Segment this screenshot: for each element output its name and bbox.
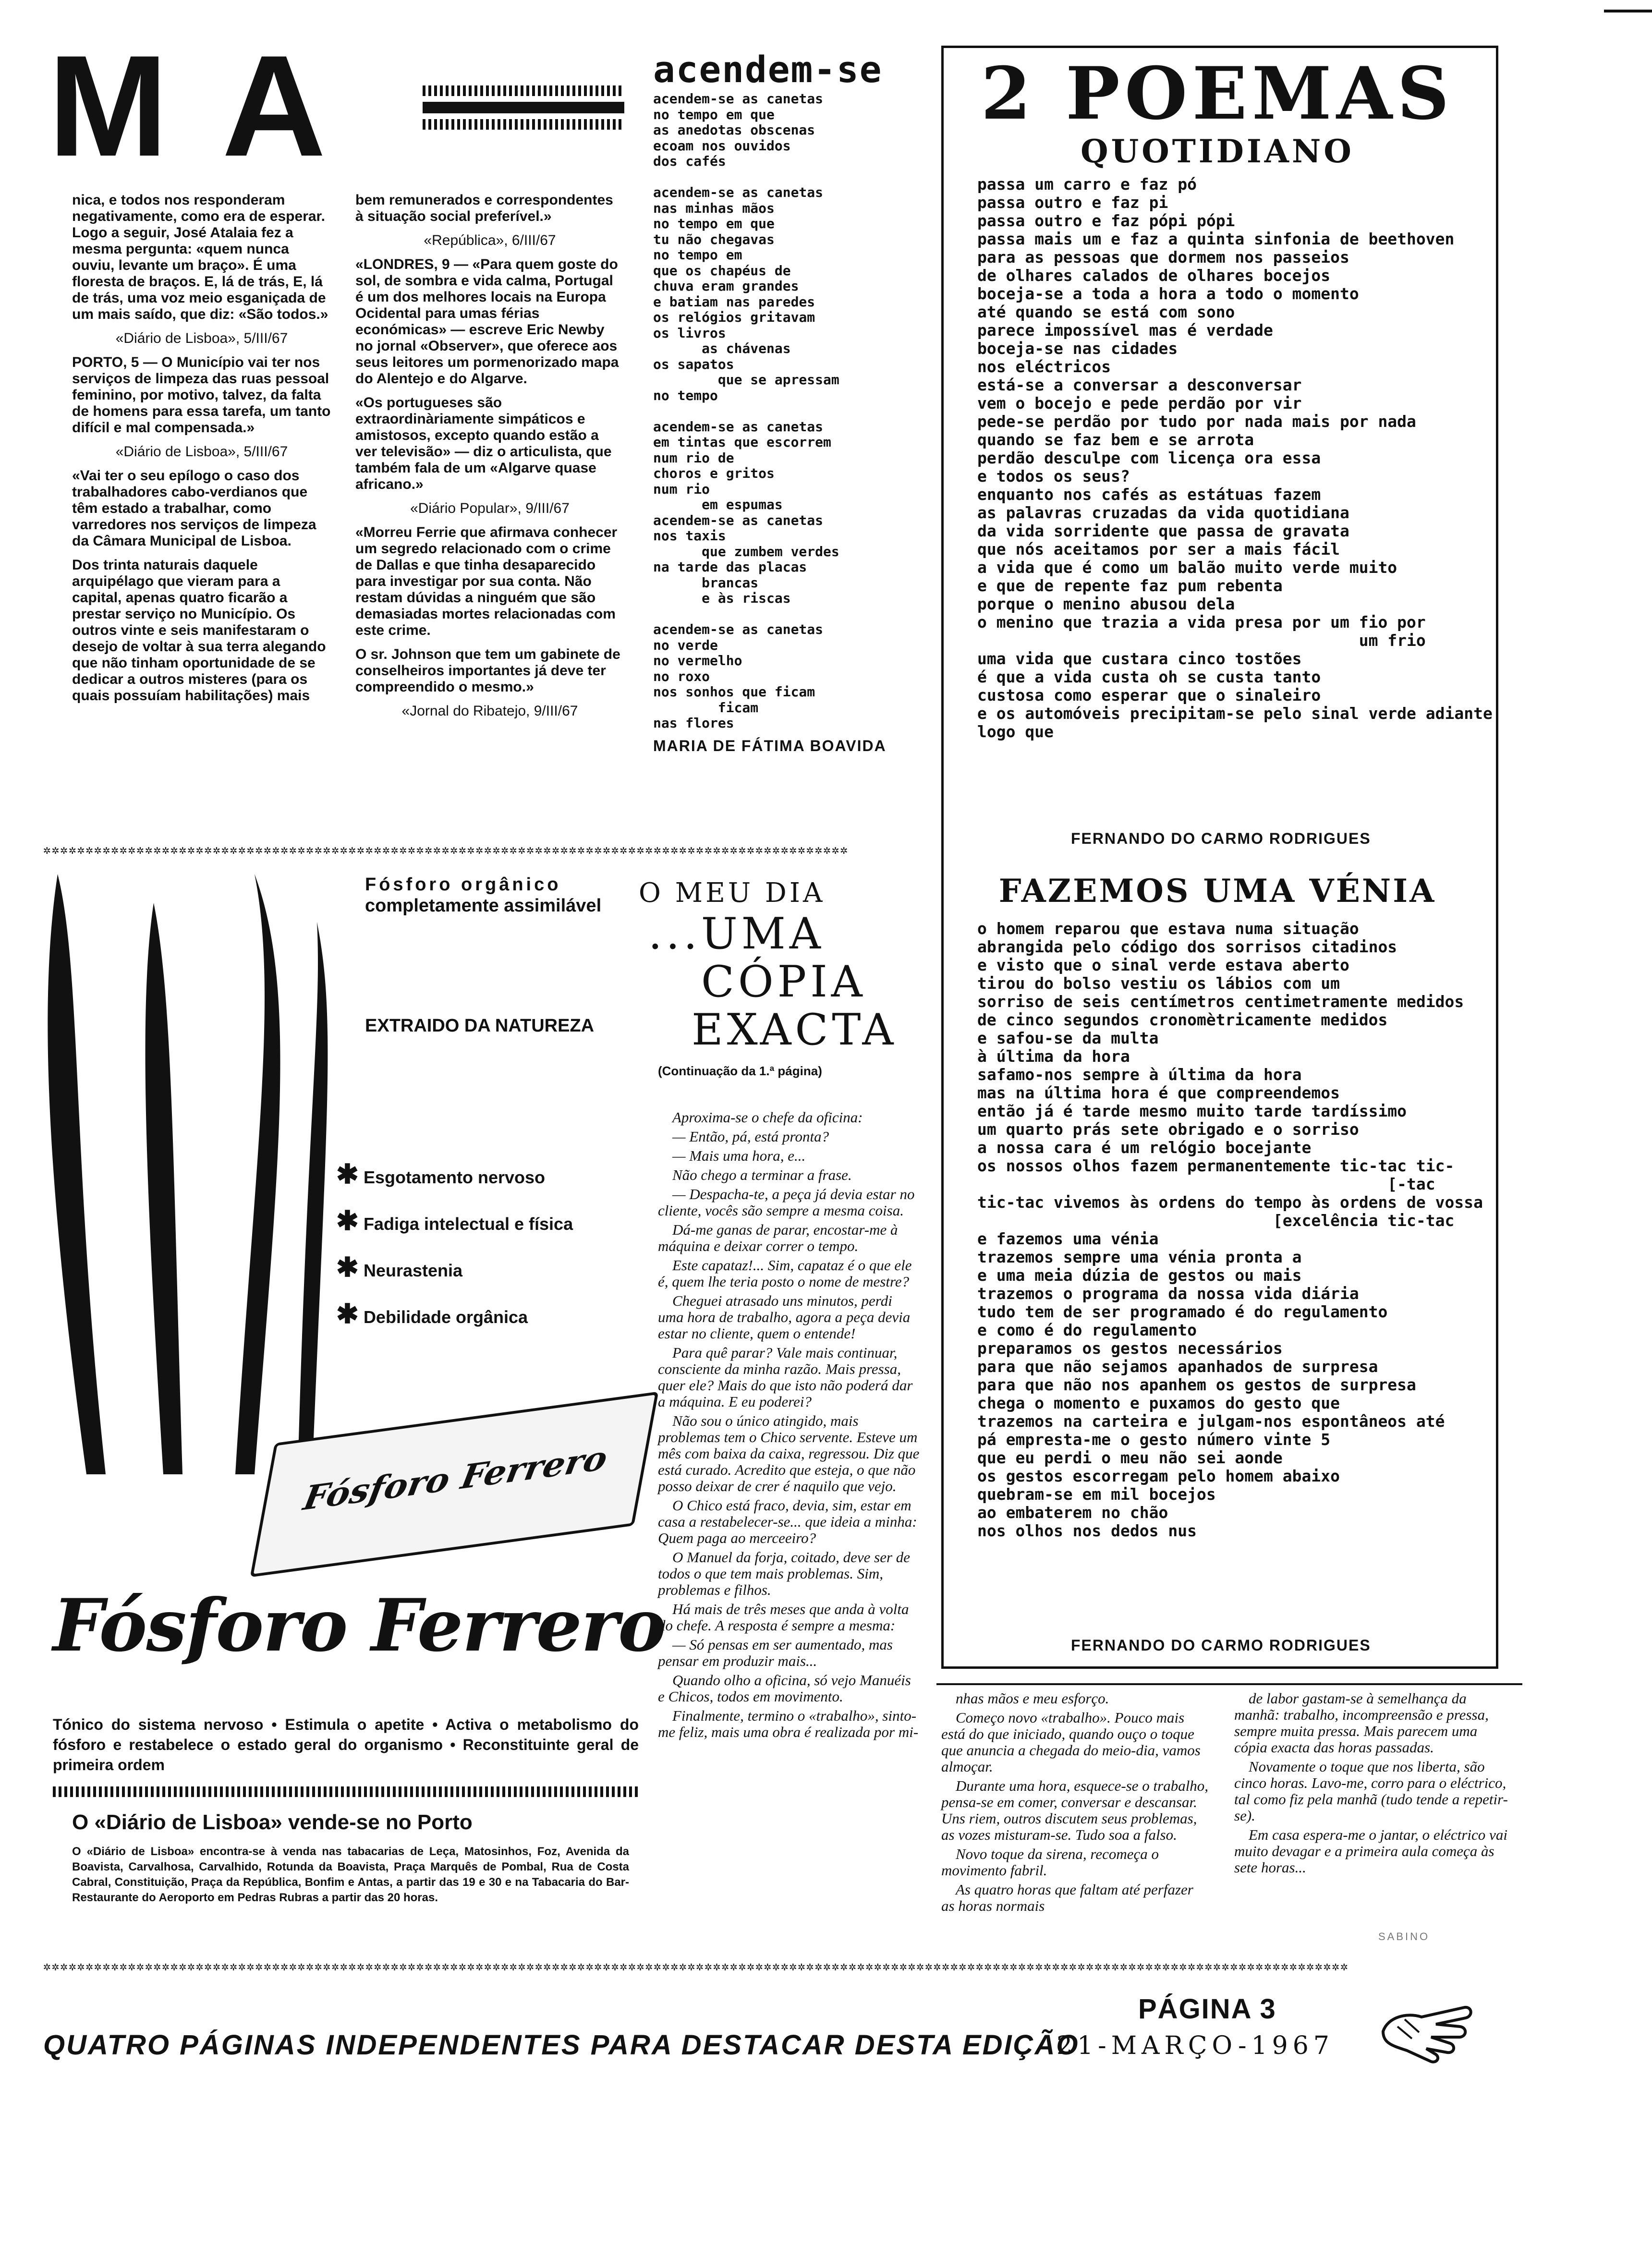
acendem-line: no vermelho — [653, 653, 742, 668]
acendem-line: chuva eram grandes — [653, 278, 799, 294]
poem1-line: é que a vida custa oh se custa tanto — [977, 668, 1321, 686]
poem1-line: vem o bocejo e pede perdão por vir — [977, 394, 1302, 413]
acendem-line: ficam — [653, 699, 759, 716]
poem1-line: porque o menino abusou dela — [977, 595, 1235, 613]
asterisk-icon: ✱ — [336, 1299, 359, 1329]
wheat-icon — [29, 874, 336, 1489]
intro-paragraph: nica, e todos nos responderam negativamente, como era de esperar. Logo a seguir, José Atalaia fez a mesma pergunta: «quem nunca ouviu, levante um braço». É uma floresta de braços. E, lá de trás, E, lá de trás, uma voz meio esganiçada de um mais saído, que diz: «São todos.» — [72, 192, 328, 322]
acendem-line: acendem-se as canetas — [653, 512, 824, 528]
meu-dia-paragraph: Para quê parar? Vale mais continuar, consciente da minha razão. Mais pressa, quer ele? Mais do que isto não poderá dar a máquina. E eu poderei? — [658, 1344, 913, 1410]
londres-paragraph: «LONDRES, 9 — «Para quem goste do sol, de sombra e vida calma, Portugal é um dos melhores locais na Europa Ocidental para umas férias económicas» — escreve Eric Newby no jornal «Observer», que oferece aos seus leitores um pormenorizado mapa do Alentejo e do Algarve. — [355, 256, 619, 387]
poem2-line: e uma meia dúzia de gestos ou mais — [977, 1266, 1302, 1285]
acendem-line: tu não chegavas — [653, 231, 775, 247]
trinta-paragraph: Dos trinta naturais daquele arquipélago que vieram para a capital, apenas quatro ficarão a prestar serviço no Município. Os outros vinte e seis manifestaram o desejo de voltar à sua terra alegando que não tinham oportunidade de se dedicar a outros misteres (para os quais possuíam habilitações) mais — [72, 557, 326, 704]
acendem-line: os relógios gritavam — [653, 309, 815, 325]
acendem-line: nas flores — [653, 715, 734, 731]
acendem-author: MARIA DE FÁTIMA BOAVIDA — [653, 737, 887, 754]
ad-item: ✱ Neurastenia — [336, 1252, 463, 1282]
ad-item: ✱ Debilidade orgânica — [336, 1299, 528, 1329]
poem1-line: até quando se está com sono — [977, 303, 1235, 321]
poem2-line: para que não nos apanhem os gestos de surpresa — [977, 1375, 1416, 1394]
meu-dia-title2: ...UMA — [648, 909, 825, 959]
acendem-line: brancas — [653, 574, 759, 591]
poem1-line: passa outro e faz pópi pópi — [977, 211, 1235, 230]
porto-notice-title: O «Diário de Lisboa» vende-se no Porto — [72, 1810, 473, 1834]
poem1-line: enquanto nos cafés as estátuas fazem — [977, 485, 1321, 504]
asterisk-icon: ✱ — [336, 1252, 359, 1282]
poem2-line: safamo-nos sempre à última da hora — [977, 1065, 1302, 1084]
notice-border-top — [53, 1786, 639, 1797]
acendem-line — [653, 170, 922, 185]
poem1-line: passa mais um e faz a quinta sinfonia de beethoven — [977, 230, 1455, 248]
acendem-line: em tintas que escorrem — [653, 434, 831, 450]
poem2-line: que eu perdi o meu não sei aonde — [977, 1448, 1283, 1467]
remunerados-paragraph: bem remunerados e correspondentes à situação social preferível.» — [355, 192, 613, 224]
poem2-line: o homem reparou que estava numa situação — [977, 919, 1359, 938]
decorative-braid — [423, 82, 624, 134]
poem2-line: de cinco segundos cronomètricamente medidos — [977, 1010, 1388, 1029]
poem1-line: uma vida que custara cinco tostões — [977, 649, 1302, 668]
poem2-line: e como é do regulamento — [977, 1321, 1197, 1339]
acendem-line: e batiam nas paredes — [653, 293, 815, 310]
poem1-line: o menino que trazia a vida presa por um fio por — [977, 613, 1426, 632]
poem2-line: à última da hora — [977, 1047, 1130, 1066]
meu-dia-paragraph: Em casa espera-me o jantar, o eléctrico vai muito devagar e a primeira aula começa às sete horas... — [1234, 1826, 1507, 1876]
poem2-line: quebram-se em mil bocejos — [977, 1485, 1216, 1504]
poem1-line: boceja-se nas cidades — [977, 339, 1178, 358]
poem1-line: quando se faz bem e se arrota — [977, 430, 1254, 449]
source-line: «Diário de Lisboa», 5/III/67 — [115, 330, 288, 346]
asterisk-icon: ✱ — [336, 1159, 359, 1189]
meu-dia-paragraph: Este capataz!... Sim, capataz é o que ele é, quem lhe teria posto o nome de mestre? — [658, 1257, 912, 1290]
divider-bottom: ✲✲✲✲✲✲✲✲✲✲✲✲✲✲✲✲✲✲✲✲✲✲✲✲✲✲✲✲✲✲✲✲✲✲✲✲✲✲✲✲✲✲✲✲✲✲✲✲✲✲✲✲✲✲✲✲✲✲✲✲✲✲✲✲✲✲✲✲✲✲✲✲✲✲✲✲✲✲✲✲✲✲✲✲✲✲✲✲✲✲✲✲✲✲✲✲✲✲✲✲✲✲✲✲✲✲✲✲✲✲✲✲✲✲✲✲✲✲✲✲✲✲✲✲✲✲✲✲✲✲✲✲✲✲✲✲✲✲✲✲✲✲✲✲✲✲✲✲✲✲✲✲✲✲ — [43, 1959, 1349, 1974]
poem1-line: para as pessoas que dormem nos passeios — [977, 248, 1349, 267]
poem2-line: tudo tem de ser programado é do regulamento — [977, 1302, 1388, 1321]
acendem-line: que zumbem verdes — [653, 543, 839, 559]
poem2-line: então já é tarde mesmo muito tarde tardíssimo — [977, 1102, 1407, 1120]
acendem-line — [653, 607, 922, 622]
poem2-line: ao embaterem no chão — [977, 1503, 1168, 1522]
wheat-illustration — [29, 874, 336, 1489]
poem2-line: chega o momento e puxamos do gesto que — [977, 1394, 1340, 1412]
poem1-line: as palavras cruzadas da vida quotidiana — [977, 503, 1349, 522]
source-line: «Diário Popular», 9/III/67 — [410, 500, 570, 516]
poem1-line: logo que — [977, 722, 1054, 741]
poem1-line: de olhares calados de olhares bocejos — [977, 266, 1331, 285]
acendem-line: nos sonhos que ficam — [653, 684, 815, 700]
meu-dia-paragraph: — Então, pá, está pronta? — [672, 1128, 829, 1145]
poem2-line: trazemos o programa da nossa vida diária — [977, 1284, 1359, 1303]
poem1-title: QUOTIDIANO — [1081, 133, 1354, 170]
poem1-line: e todos os seus? — [977, 467, 1130, 486]
meu-dia-paragraph: — Só pensas em ser aumentado, mas pensar em produzir mais... — [658, 1636, 893, 1669]
acendem-line: as anedotas obscenas — [653, 122, 815, 138]
ad-item: ✱ Esgotamento nervoso — [336, 1159, 546, 1189]
pointing-hand-icon — [1378, 1998, 1474, 2065]
ad-headline-line2: completamente assimilável — [365, 896, 602, 916]
poem2-line: mas na última hora é que compreendemos — [977, 1083, 1340, 1102]
poem1-line: e que de repente faz pum rebenta — [977, 576, 1283, 595]
acendem-line: num rio de — [653, 449, 734, 466]
asterisk-icon: ✱ — [336, 1205, 359, 1236]
poem1-line: a vida que é como um balão muito verde muito — [977, 558, 1397, 577]
footer-banner: QUATRO PÁGINAS INDEPENDENTES PARA DESTACAR DESTA EDIÇÃO — [43, 2029, 1080, 2061]
source-line: «República», 6/III/67 — [424, 232, 556, 248]
acendem-line: nas minhas mãos — [653, 200, 775, 216]
poem1-line: boceja-se a toda a hora a todo o momento — [977, 284, 1359, 303]
acendem-line: que os chapéus de — [653, 262, 791, 279]
poem2-line: tirou do bolso vestiu os lábios com um — [977, 974, 1340, 993]
poem1-line: passa outro e faz pi — [977, 193, 1168, 212]
portugueses-paragraph: «Os portugueses são extraordinàriamente simpáticos e amistosos, excepto quando estão a ver televisão» — diz o articulista, que também fala de um «Algarve quase africano.» — [355, 395, 612, 492]
epilogo-paragraph: «Vai ter o seu epílogo o caso dos trabalhadores cabo-verdianos que têm estado a trabalhar, como varredores nos serviços de limpeza da Câmara Municipal de Lisboa. — [72, 468, 316, 549]
poem2-line: [-tac — [977, 1175, 1435, 1193]
acendem-line: num rio — [653, 481, 710, 497]
poem2-line: para que não sejamos apanhados de surpresa — [977, 1357, 1378, 1376]
poem1-line: pede-se perdão por tudo por nada mais por nada — [977, 412, 1416, 431]
meu-dia-header — [639, 876, 927, 1079]
meu-dia-paragraph: Não sou o único atingido, mais problemas tem o Chico servente. Esteve um mês com baixa da caixa, regressou. Diz que está curado. Acredito que esteja, o que não posso deixar de crer é naquilo que vejo. — [658, 1412, 920, 1494]
meu-dia-paragraph: Novamente o toque que nos liberta, são cinco horas. Lavo-me, corro para o eléctrico, tal como fiz pela manhã (tudo tende a repetir-se). — [1234, 1758, 1508, 1824]
meu-dia-paragraph: O Manuel da forja, coitado, deve ser de todos o que tem mais problemas. Sim, problemas e filhos. — [658, 1549, 911, 1598]
poem2-title: FAZEMOS UMA VÉNIA — [998, 872, 1436, 910]
divider-top: ✲✲✲✲✲✲✲✲✲✲✲✲✲✲✲✲✲✲✲✲✲✲✲✲✲✲✲✲✲✲✲✲✲✲✲✲✲✲✲✲✲✲✲✲✲✲✲✲✲✲✲✲✲✲✲✲✲✲✲✲✲✲✲✲✲✲✲✲✲✲✲✲✲✲✲✲✲✲✲✲✲✲✲✲✲✲✲✲✲✲✲✲✲✲✲ — [43, 843, 849, 857]
meu-dia-paragraph: Há mais de três meses que anda à volta do chefe. A resposta é sempre a mesma: — [658, 1601, 909, 1634]
meu-dia-paragraph: Cheguei atrasado uns minutos, perdi uma hora de trabalho, agora a peça devia estar no cliente, quem o entende! — [658, 1292, 911, 1342]
source-line: «Jornal do Ribatejo, 9/III/67 — [401, 703, 578, 719]
meu-dia-column-3 — [1234, 1690, 1513, 1879]
poem2-line: nos olhos nos dedos nus — [977, 1521, 1197, 1540]
acendem-poem — [653, 48, 922, 755]
poem1-lines — [977, 175, 1493, 741]
poem2-line: abrangida pelo código dos sorrisos citadinos — [977, 937, 1397, 956]
meu-dia-column — [658, 1109, 920, 1743]
poem1-line: um frio — [977, 631, 1426, 650]
ad-tagline: Tónico do sistema nervoso • Estimula o apetite • Activa o metabolismo do fósforo e restabelece o estado geral do organismo • Reconstituinte geral de primeira ordem — [53, 1716, 639, 1773]
acendem-line: nos taxis — [653, 528, 726, 544]
edge-mark — [1604, 10, 1652, 12]
poem2-line: os gestos escorregam pelo homem abaixo — [977, 1467, 1340, 1485]
meu-dia-paragraph: Começo novo «trabalho». Pouco mais está do que iniciado, quando ouço o toque que anuncia a chegada do meio-dia, vamos almoçar. — [941, 1709, 1201, 1775]
acendem-lines — [653, 91, 922, 731]
footer-date: 21-MARÇO-1967 — [1057, 2031, 1334, 2060]
meu-dia-paragraph: Dá-me ganas de parar, encostar-me à máquina e deixar correr o tempo. — [658, 1221, 898, 1254]
poem2-line: preparamos os gestos necessários — [977, 1339, 1283, 1358]
poem2-line: trazemos na carteira e julgam-nos espontâneos até — [977, 1412, 1445, 1431]
meu-dia-paragraph: O Chico está fraco, devia, sim, estar em casa a restabelecer-se... que ideia a minha: Quem paga ao merceeiro? — [658, 1497, 917, 1546]
acendem-line: no tempo em que — [653, 106, 775, 122]
poem2-line: tic-tac vivemos às ordens do tempo às ordens de vossa — [977, 1193, 1483, 1212]
masthead-letters: M A — [48, 25, 336, 186]
meu-dia-paragraph: nhas mãos e meu esforço. — [956, 1690, 1109, 1707]
poem2-line: a nossa cara é um relógio bocejante — [977, 1138, 1312, 1157]
poem2-line: e safou-se da multa — [977, 1029, 1159, 1047]
poem2-line: [excelência tic-tac — [977, 1211, 1455, 1230]
acendem-title: acendem-se — [653, 48, 883, 91]
ferrie-paragraph: «Morreu Ferrie que afirmava conhecer um segredo relacionado com o crime de Dallas e que tinha desaparecido para investigar por sua conta. Não restam dúvidas a ninguém que são demasiadas mortes relacionadas com este crime. — [355, 524, 618, 638]
poem1-line: parece impossível mas é verdade — [977, 321, 1273, 340]
meu-dia-paragraph: Durante uma hora, esquece-se o trabalho, pensa-se em comer, conversar e descansar. Uns riem, outros discutem seus problemas, as vozes misturam-se. Tudo soa a falso. — [941, 1777, 1209, 1843]
poem2-line: trazemos sempre uma vénia pronta a — [977, 1248, 1302, 1266]
acendem-line: dos cafés — [653, 153, 726, 169]
poem1-line: perdão desculpe com licença ora essa — [977, 449, 1321, 467]
poem2-line: os nossos olhos fazem permanentemente tic-tac tic- — [977, 1156, 1455, 1175]
meu-dia-paragraph: As quatro horas que faltam até perfazer as horas normais — [941, 1881, 1193, 1914]
meu-dia-paragraph: de labor gastam-se à semelhança da manhã: trabalho, incompreensão e pressa, sempre muita pressa. Mais parecem uma cópia exacta das horas passadas. — [1234, 1690, 1489, 1756]
left-column — [72, 192, 331, 712]
poem2-author: FERNANDO DO CARMO RODRIGUES — [1071, 1637, 1371, 1654]
ad-item: ✱ Fadiga intelectual e física — [336, 1205, 573, 1236]
poem1-line: nos eléctricos — [977, 357, 1111, 376]
meu-dia-column-2 — [941, 1690, 1210, 1917]
acendem-line: choros e gritos — [653, 465, 775, 481]
porto-notice-text: O «Diário de Lisboa» encontra-se à venda nas tabacarias de Leça, Matosinhos, Foz, Avenida da Boavista, Carvalhosa, Carvalhido, Rotunda da Boavista, Praça Marquês de Pombal, Rua de Costa Cabral, Constituição, Praça da República, Bonfim e Antas, a partir das 19 e 30 e na Tabacaria do Bar-Restaurante do Aeroporto em Pedras Rubras a partir das 20 horas. — [72, 1845, 629, 1904]
acendem-line: ecoam nos ouvidos — [653, 137, 791, 154]
brand-logo: Fósforo Ferrero — [53, 1583, 665, 1668]
poem1-line: custosa como esperar que o sinaleiro — [977, 686, 1321, 704]
meu-dia-paragraph: Aproxima-se o chefe da oficina: — [672, 1109, 863, 1126]
middle-column — [355, 192, 624, 727]
acendem-line: acendem-se as canetas — [653, 184, 824, 200]
ad-headline — [365, 874, 634, 916]
ad-list — [336, 1153, 644, 1339]
poem2-line: e fazemos uma vénia — [977, 1229, 1159, 1248]
poem1-line: está-se a conversar a desconversar — [977, 376, 1302, 394]
acendem-line: que se apressam — [653, 372, 839, 388]
poem1-line: que nós aceitamos por ser a mais fácil — [977, 540, 1340, 559]
meu-dia-paragraph: — Mais uma hora, e... — [672, 1147, 806, 1164]
poems-title: 2 POEMAS — [981, 51, 1454, 136]
acendem-line: os sapatos — [653, 356, 734, 372]
acendem-line: as chávenas — [653, 340, 791, 356]
acendem-line: acendem-se as canetas — [653, 91, 824, 107]
meu-dia-title1: O MEU DIA — [639, 877, 826, 909]
ad-headline-line1: Fósforo orgânico — [365, 874, 561, 895]
acendem-line: e às riscas — [653, 590, 791, 606]
ad-extract: EXTRAIDO DA NATUREZA — [365, 1016, 595, 1036]
meu-dia-paragraph: Quando olho a oficina, só vejo Manuéis e Chicos, todos em movimento. — [658, 1672, 911, 1705]
acendem-line: no roxo — [653, 668, 710, 684]
acendem-line: no tempo — [653, 387, 718, 403]
acendem-line — [653, 403, 922, 419]
acendem-line: acendem-se as canetas — [653, 621, 824, 637]
meu-dia-title4: EXACTA — [692, 1005, 898, 1055]
poem2-line: pá empresta-me o gesto número vinte 5 — [977, 1430, 1331, 1449]
poem1-line: e os automóveis precipitam-se pelo sinal verde adiante — [977, 704, 1493, 723]
acendem-line: os livros — [653, 325, 726, 341]
acendem-line: no verde — [653, 637, 718, 653]
meu-dia-paragraph: Novo toque da sirena, recomeça o movimento fabril. — [941, 1846, 1159, 1879]
product-box-label: Fósforo Ferrero — [300, 1438, 611, 1518]
meu-dia-title3: CÓPIA — [701, 957, 866, 1007]
poem1-line: passa um carro e faz pó — [977, 175, 1197, 194]
poem2-line: sorriso de seis centímetros centimetramente medidos — [977, 992, 1464, 1011]
page-number: PÁGINA 3 — [1138, 1993, 1276, 2025]
meu-dia-paragraph: Não chego a terminar a frase. — [672, 1166, 852, 1183]
signature: SABINO — [1378, 1931, 1430, 1943]
meu-dia-paragraph: — Despacha-te, a peça já devia estar no cliente, vocês são sempre a mesma coisa. — [658, 1186, 915, 1219]
meu-dia-paragraph: Finalmente, termino o «trabalho», sinto-me feliz, mais uma obra é realizada por mi- — [658, 1707, 919, 1740]
acendem-line: no tempo em — [653, 247, 742, 263]
meu-dia-continuation: (Continuação da 1.ª página) — [658, 1064, 822, 1078]
poem2-line: e visto que o sinal verde estava aberto — [977, 956, 1349, 974]
poem1-author: FERNANDO DO CARMO RODRIGUES — [1071, 830, 1371, 847]
acendem-line: no tempo em que — [653, 216, 775, 231]
source-line: «Diário de Lisboa», 5/III/67 — [115, 444, 288, 460]
porto-paragraph: PORTO, 5 — O Município vai ter nos serviços de limpeza das ruas pessoal feminino, por motivo, talvez, da falta de homens para essa tarefa, um tanto difícil e mal compensada.» — [72, 354, 331, 436]
johnson-paragraph: O sr. Johnson que tem um gabinete de conselheiros importantes já deve ter compreendido o mesmo.» — [355, 646, 620, 695]
acendem-line: na tarde das placas — [653, 559, 807, 575]
divider-line — [936, 1683, 1522, 1685]
acendem-line: acendem-se as canetas — [653, 418, 824, 435]
acendem-line: em espumas — [653, 497, 783, 512]
poem2-lines — [977, 920, 1486, 1540]
poem2-line: um quarto prás sete obrigado e o sorriso — [977, 1120, 1359, 1139]
poem1-line: da vida sorridente que passa de gravata — [977, 522, 1349, 540]
